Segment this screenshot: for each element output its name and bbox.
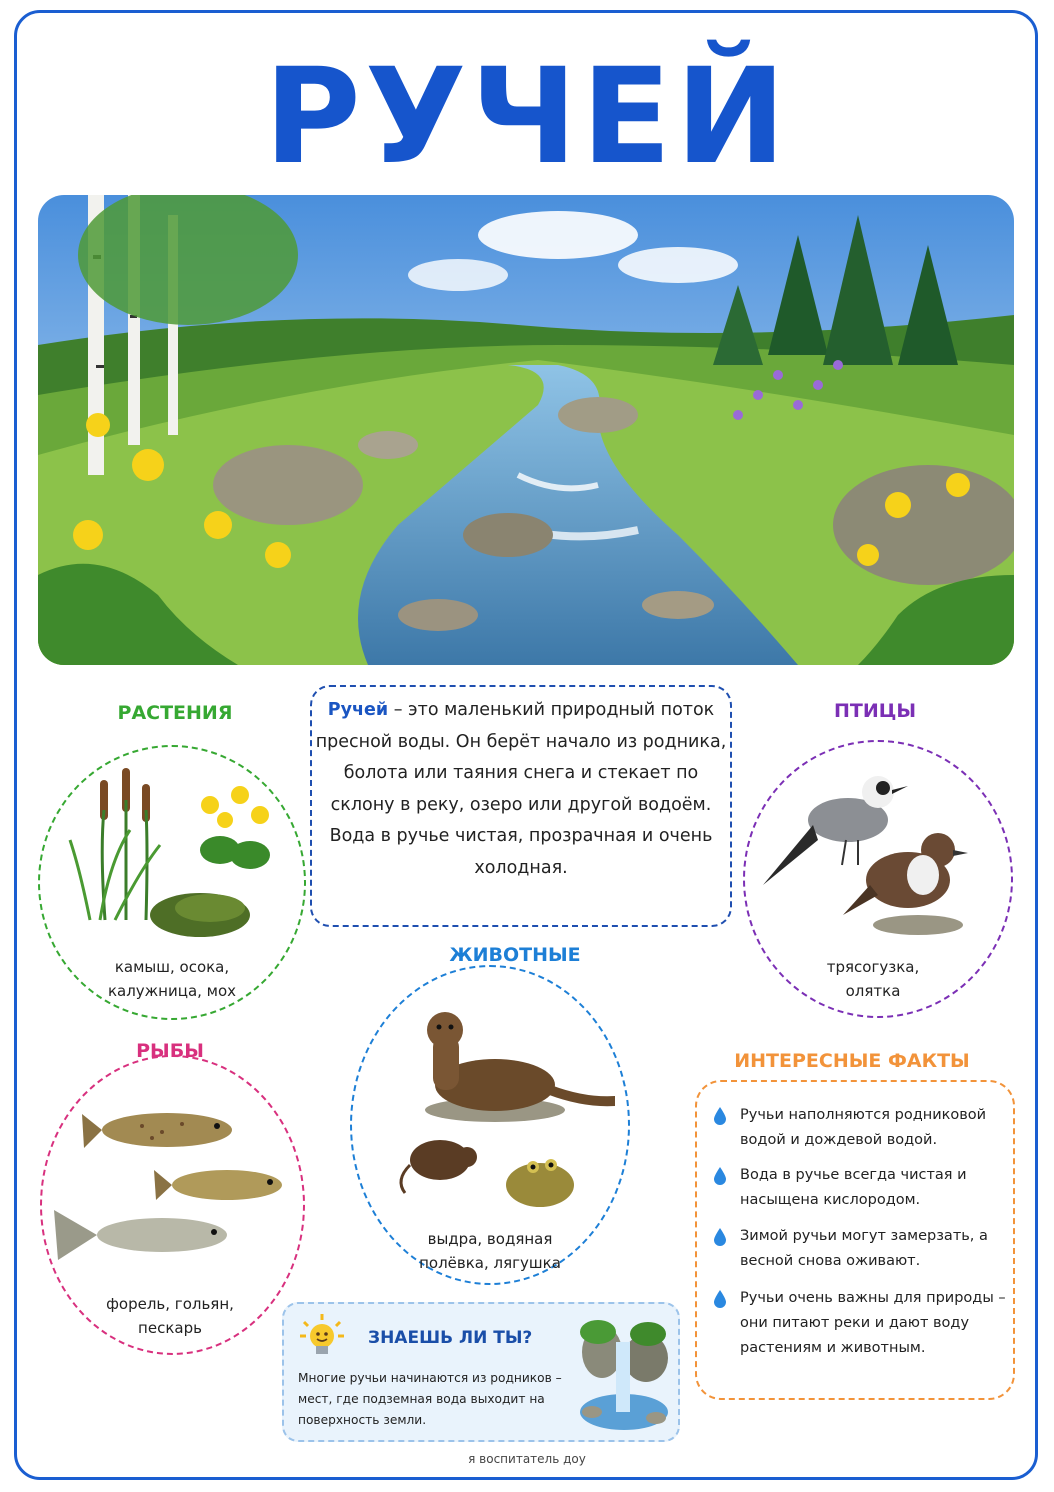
plants-label: РАСТЕНИЯ	[117, 702, 233, 724]
birds-caption: трясогузка, олятка	[826, 958, 920, 1000]
animals-illustration	[375, 995, 615, 1215]
animals-label: ЖИВОТНЫЕ	[449, 944, 581, 966]
fact-item	[712, 1286, 1012, 1361]
stream-landscape-illustration	[38, 195, 1014, 665]
animals-caption: выдра, водяная полёвка, лягушка	[419, 1230, 561, 1272]
birds-label: ПТИЦЫ	[833, 700, 917, 722]
fact-item	[712, 1163, 1012, 1213]
lightbulb-icon	[298, 1312, 346, 1362]
page-title: РУЧЕЙ	[264, 40, 790, 194]
definition-term: Ручей	[327, 700, 389, 720]
definition-text	[310, 695, 732, 884]
plants-caption: камыш, осока, калужница, мох	[107, 958, 237, 1000]
fact-text: Зимой ручьи могут замерзать, а весной снова оживают.	[740, 1228, 988, 1269]
facts-label: ИНТЕРЕСНЫЕ ФАКТЫ	[734, 1050, 970, 1072]
fact-text: Ручьи очень важны для природы – они питают реки и дают воду растениям и животным.	[740, 1290, 1006, 1356]
fact-item	[712, 1224, 1012, 1274]
did-you-know-title: ЗНАЕШЬ ЛИ ТЫ?	[368, 1328, 533, 1348]
fish-caption: форель, гольян, пескарь	[106, 1295, 234, 1337]
fact-text: Ручьи наполняются родниковой водой и дождевой водой.	[740, 1107, 987, 1148]
definition-body: – это маленький природный поток пресной воды. Он берёт начало из родника, болота или таяния снега и стекает по склону в реку, озеро или другой водоём. Вода в ручье чистая, прозрачная и очень холодная.	[315, 700, 727, 878]
water-drop-icon	[712, 1289, 728, 1318]
fact-item	[712, 1103, 1012, 1153]
fact-text: Вода в ручье всегда чистая и насыщена кислородом.	[740, 1167, 967, 1208]
water-drop-icon	[712, 1227, 728, 1256]
spring-waterfall-illustration	[578, 1312, 670, 1434]
did-you-know-text: Многие ручьи начинаются из родников – мест, где подземная вода выходит на поверхность земли.	[298, 1371, 562, 1427]
water-drop-icon	[712, 1106, 728, 1135]
fish-illustration	[52, 1090, 292, 1270]
birds-illustration	[758, 760, 978, 945]
fish-label: РЫБЫ	[136, 1040, 204, 1062]
footer-credit: я воспитатель доу	[468, 1452, 586, 1466]
plants-illustration	[60, 760, 300, 940]
water-drop-icon	[712, 1166, 728, 1195]
